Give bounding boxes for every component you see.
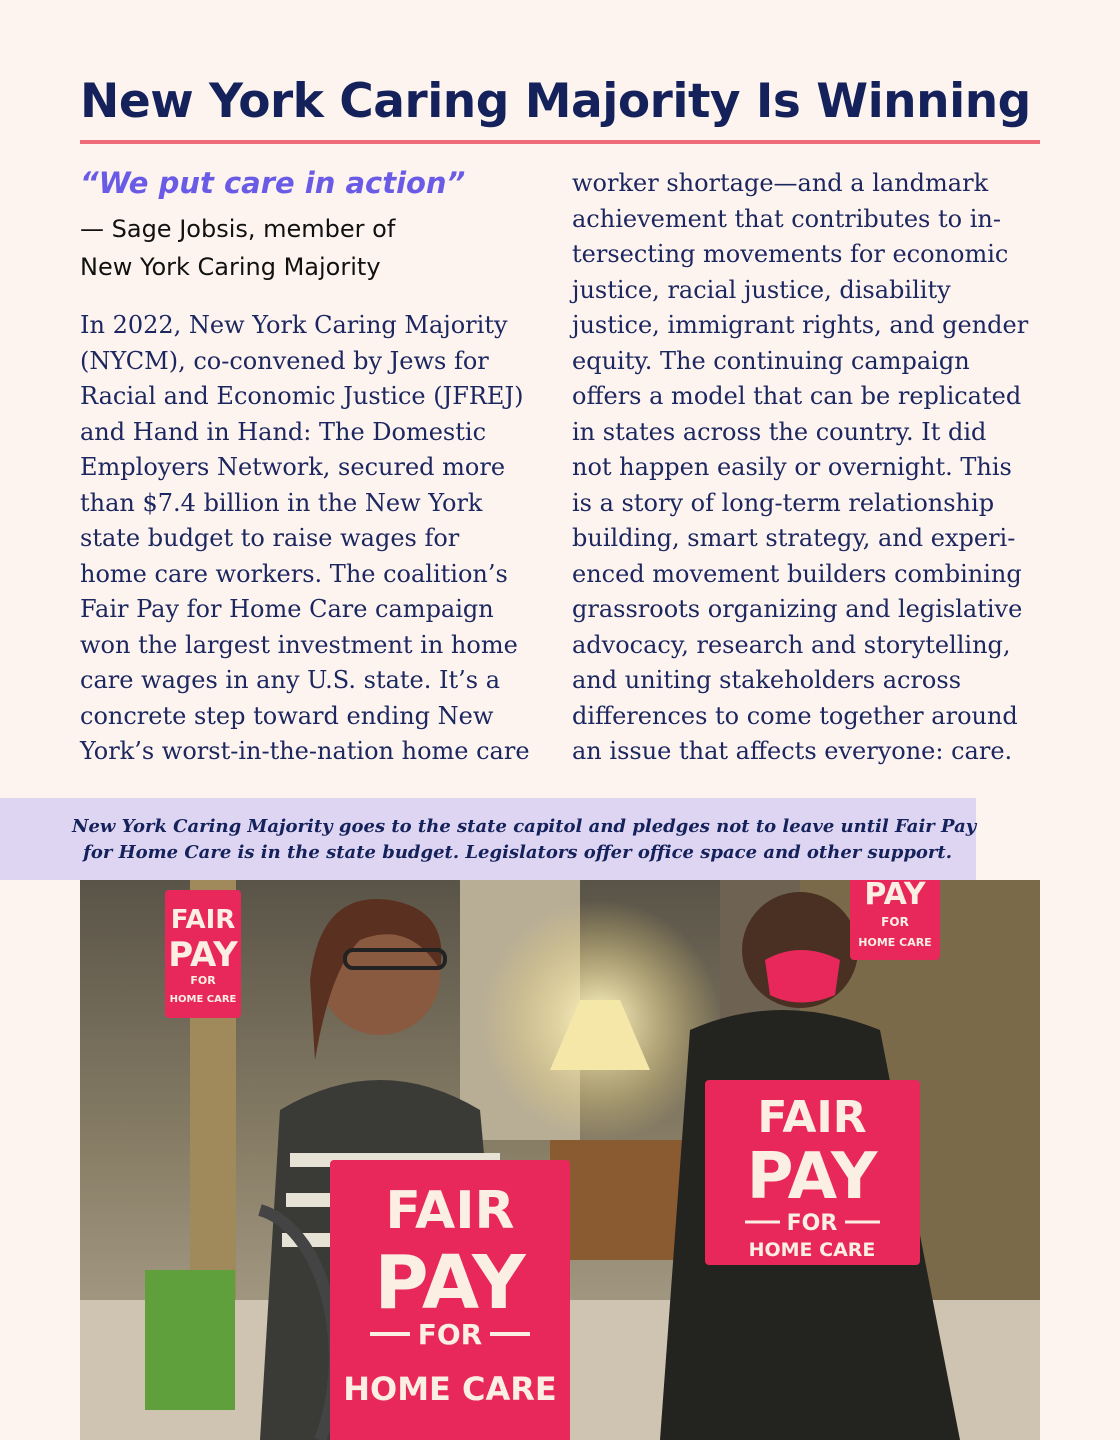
- body-line: not happen easily or overnight. This: [572, 453, 1012, 481]
- sign-word-home-care: HOME CARE: [858, 936, 932, 949]
- sign-word-fair: FAIR: [757, 1092, 867, 1143]
- body-line: and uniting stakeholders across: [572, 666, 962, 694]
- body-line: is a story of long-term relationship: [572, 488, 995, 517]
- body-line: Fair Pay for Home Care campaign: [80, 595, 494, 623]
- body-line: equity. The continuing campaign: [572, 346, 970, 375]
- sign-word-pay: PAY: [168, 935, 238, 975]
- title-underline: [80, 140, 1040, 144]
- body-line: grassroots organizing and legislative: [572, 595, 1023, 623]
- caption-line: for Home Care is in the state budget. Legislators offer office space and other support.: [83, 842, 952, 863]
- sign-large-left: [330, 1160, 570, 1440]
- body-line: an issue that affects everyone: care.: [572, 737, 1013, 765]
- body-line: care wages in any U.S. state. It’s a: [80, 666, 501, 694]
- attribution-line: New York Caring Majority: [80, 253, 381, 281]
- body-line: in states across the country. It did: [572, 417, 987, 446]
- photo-illustration: [80, 880, 1040, 1440]
- body-line: justice, racial justice, disability: [572, 275, 951, 304]
- sign-word-pay: PAY: [746, 1140, 878, 1214]
- body-line: tersecting movements for economic: [572, 240, 1009, 268]
- page-title: New York Caring Majority Is Winning: [80, 74, 1031, 129]
- body-line: won the largest investment in home: [80, 630, 518, 659]
- body-line: York’s worst-in-the-nation home care: [80, 737, 530, 765]
- caption-line: New York Caring Majority goes to the state capitol and pledges not to leave until Fair Pay: [72, 816, 977, 837]
- photo-caption-band: [0, 798, 976, 880]
- sign-word-pay: PAY: [864, 880, 926, 912]
- sign-large-right: [705, 1080, 920, 1265]
- body-line: Employers Network, secured more: [80, 453, 506, 481]
- sign-word-fair: FAIR: [385, 1181, 515, 1241]
- photo-caption: [72, 814, 977, 866]
- body-line: justice, immigrant rights, and gender: [572, 311, 1029, 339]
- quote-attribution: [80, 210, 550, 286]
- pull-quote: “We put care in action”: [80, 166, 466, 200]
- body-line: state budget to raise wages for: [80, 524, 460, 552]
- body-line: enced movement builders combining: [572, 559, 1022, 588]
- body-line: differences to come together around: [572, 701, 1018, 730]
- body-line: achievement that contributes to in-: [572, 204, 1001, 233]
- body-line: concrete step toward ending New: [80, 701, 494, 730]
- body-line: home care workers. The coalition’s: [80, 559, 508, 588]
- body-line: worker shortage—and a landmark: [572, 169, 989, 197]
- attribution-line: — Sage Jobsis, member of: [80, 215, 396, 243]
- sign-word-pay: PAY: [374, 1240, 526, 1326]
- body-line: Racial and Economic Justice (JFREJ): [80, 382, 524, 410]
- shopping-bag: [145, 1270, 235, 1410]
- sign-word-for: FOR: [881, 915, 909, 929]
- body-line: than $7.4 billion in the New York: [80, 488, 483, 517]
- sign-word-home-care: HOME CARE: [169, 994, 237, 1005]
- body-line: building, smart strategy, and experi-: [572, 524, 1016, 552]
- sign-small-left: [165, 890, 241, 1018]
- mask: [765, 950, 840, 1003]
- body-line: and Hand in Hand: The Domestic: [80, 417, 487, 446]
- sign-word-home-care: HOME CARE: [748, 1239, 876, 1261]
- sign-word-for: FOR: [417, 1318, 483, 1351]
- body-line: offers a model that can be replicated: [572, 382, 1022, 410]
- sign-small-right: [850, 880, 940, 960]
- body-line: (NYCM), co-convened by Jews for: [80, 346, 489, 375]
- sign-word-for: FOR: [190, 974, 216, 987]
- protest-photo: [80, 880, 1040, 1440]
- body-column-right: [572, 166, 1042, 770]
- sign-word-home-care: HOME CARE: [343, 1370, 557, 1408]
- sign-word-for: FOR: [786, 1211, 838, 1236]
- body-line: advocacy, research and storytelling,: [572, 630, 1011, 659]
- body-column-left: [80, 308, 550, 770]
- body-line: In 2022, New York Caring Majority: [80, 311, 508, 339]
- sign-word-fair: FAIR: [170, 905, 236, 935]
